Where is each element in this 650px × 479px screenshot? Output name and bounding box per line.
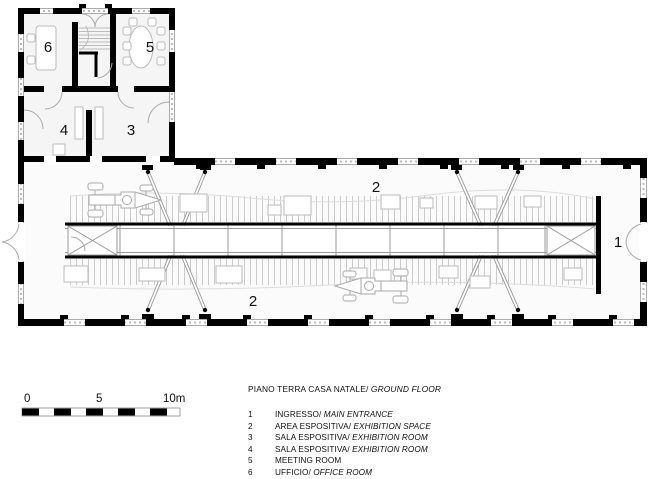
scale-tick-10m: 10m: [163, 393, 186, 405]
room-label-2-bottom: 2: [248, 293, 258, 310]
room-fills: [24, 14, 640, 319]
legend-item-english: OFFICE ROOM: [310, 467, 373, 477]
legend-item-3: [248, 432, 578, 444]
legend-item-italian: SALA ESPOSITIVA/: [275, 444, 350, 454]
legend-item-6: [248, 467, 578, 479]
legend-item-number: 1: [248, 410, 253, 419]
legend-item-english: EXHIBITION SPACE: [351, 421, 431, 431]
legend-item-number: 5: [248, 456, 253, 466]
legend-title: [248, 384, 578, 394]
legend-item-number: 6: [248, 467, 253, 477]
scale-tick-5: 5: [96, 393, 103, 405]
scale-tick-0: 0: [24, 393, 31, 405]
legend-item-italian: MEETING ROOM: [275, 456, 342, 466]
legend-title-english: GROUND FLOOR: [368, 384, 442, 394]
legend-items: [248, 409, 578, 479]
legend-item-italian: INGRESSO/: [275, 410, 322, 419]
legend-item-english: EXHIBITION ROOM: [349, 444, 428, 454]
room-label-2-top: 2: [371, 179, 381, 196]
legend-item-1: [248, 409, 578, 421]
legend-item-2: [248, 421, 578, 433]
room-label-3: 3: [126, 122, 136, 139]
legend-item-italian: UFFICIO/: [275, 467, 311, 477]
walkway-end-x-right: [547, 226, 595, 255]
room-label-4: 4: [59, 122, 69, 139]
legend-item-english: EXHIBITION ROOM: [349, 433, 428, 443]
legend-item-5: [248, 455, 578, 467]
walkway-end-x-left: [68, 226, 117, 255]
legend-title-italian: PIANO TERRA CASA NATALE/: [248, 384, 369, 394]
room-label-1: 1: [613, 234, 623, 251]
scale-bar: [22, 393, 185, 416]
legend-item-number: 3: [248, 433, 253, 443]
legend-item-number: 2: [248, 421, 253, 431]
entrance-screen-wall: [596, 196, 601, 294]
room-label-6: 6: [43, 39, 53, 56]
legend-item-english: MAIN ENTRANCE: [321, 410, 393, 419]
room-label-5: 5: [145, 39, 155, 56]
legend: [248, 384, 578, 479]
central-walkway: [65, 224, 598, 257]
legend-item-4: [248, 444, 578, 456]
legend-item-italian: SALA ESPOSITIVA/: [275, 433, 350, 443]
legend-item-number: 4: [248, 444, 253, 454]
legend-item-italian: AREA ESPOSITIVA/: [275, 421, 352, 431]
